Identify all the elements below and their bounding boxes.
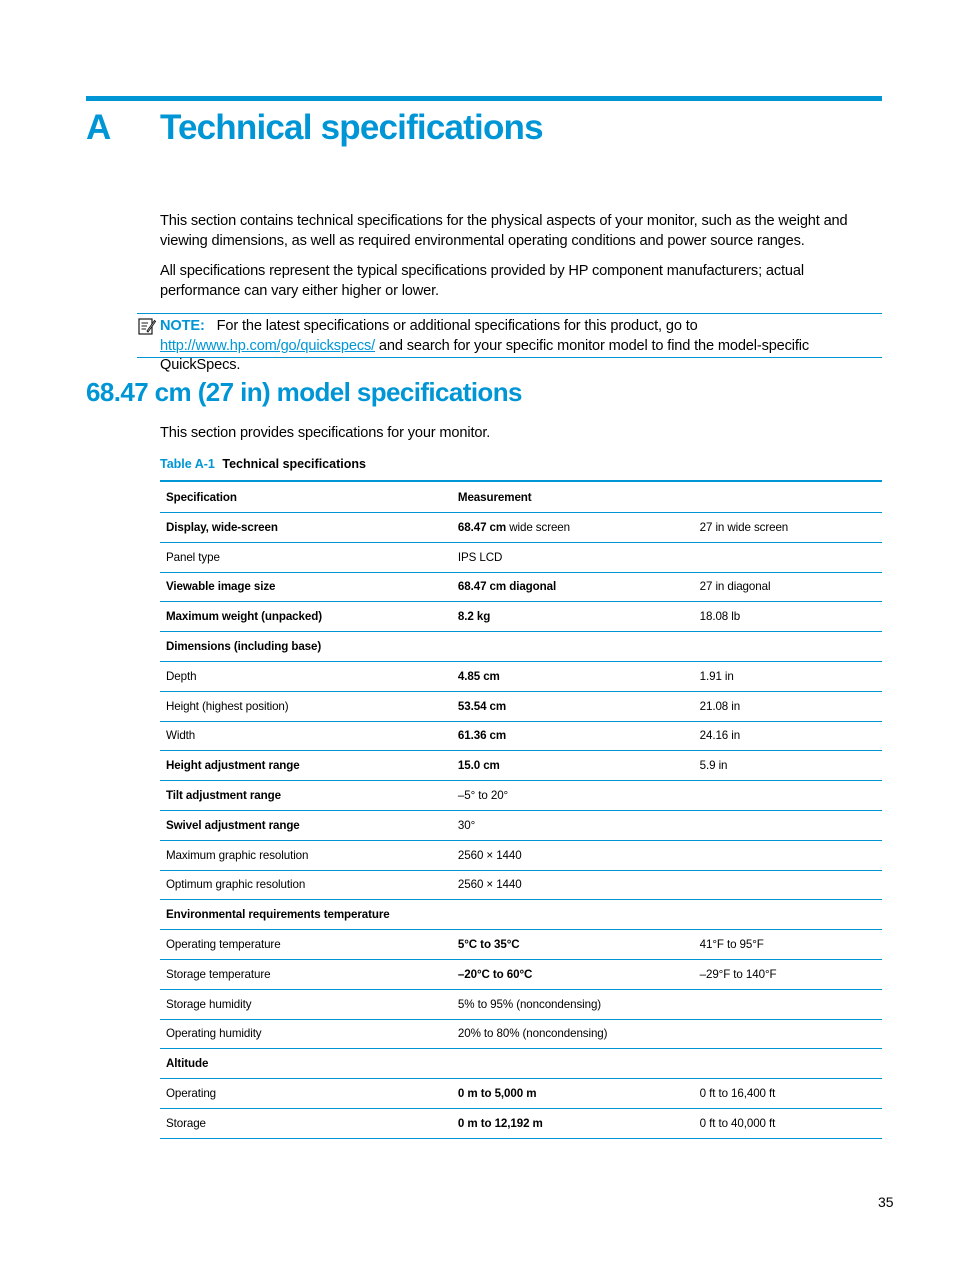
table-caption	[160, 457, 366, 471]
metric-value-bold: 15.0 cm	[457, 759, 500, 773]
spec-name-cell: Panel type	[160, 542, 452, 572]
table-row	[160, 1049, 882, 1079]
imperial-value-cell	[694, 900, 882, 930]
metric-value-cell	[452, 959, 694, 989]
metric-value-cell	[452, 661, 694, 691]
intro-paragraph-2: All specifications represent the typical specifications provided by HP component manufacturers; actual performance can vary either higher or lower.	[160, 263, 804, 299]
imperial-value-cell: 0 ft to 40,000 ft	[694, 1108, 882, 1138]
note-label: NOTE:	[160, 318, 205, 334]
metric-value-cell	[452, 602, 694, 632]
metric-value-cell	[452, 572, 694, 602]
spec-name-cell: Operating	[160, 1079, 452, 1109]
spec-name-cell: Swivel adjustment range	[160, 810, 452, 840]
table-caption-number: Table A-1	[160, 457, 215, 471]
table-row	[160, 1108, 882, 1138]
note-text-after: and search for your specific monitor model to find the model-specific QuickSpecs.	[160, 337, 810, 373]
imperial-value-cell	[694, 840, 882, 870]
note-text	[160, 317, 882, 376]
table-row	[160, 1079, 882, 1109]
imperial-value-cell: 5.9 in	[694, 751, 882, 781]
metric-value-cell	[452, 751, 694, 781]
note-text-before: For the latest specifications or additional specifications for this product, go to	[216, 318, 698, 334]
table-row	[160, 959, 882, 989]
table-caption-title: Technical specifications	[222, 457, 366, 471]
spec-name-cell: Optimum graphic resolution	[160, 870, 452, 900]
metric-value-bold: 8.2 kg	[457, 610, 491, 624]
metric-value-cell	[452, 632, 694, 662]
metric-value-bold: 0 m to 5,000 m	[457, 1087, 537, 1101]
imperial-value-cell: 18.08 lb	[694, 602, 882, 632]
spec-name-cell: Operating humidity	[160, 1019, 452, 1049]
metric-value-cell	[452, 900, 694, 930]
metric-value-cell	[452, 513, 694, 543]
table-row	[160, 602, 882, 632]
table-row	[160, 542, 882, 572]
table-row	[160, 781, 882, 811]
table-row	[160, 900, 882, 930]
spec-name-cell: Width	[160, 721, 452, 751]
spec-name-cell: Dimensions (including base)	[160, 632, 452, 662]
imperial-value-cell: 0 ft to 16,400 ft	[694, 1079, 882, 1109]
metric-value-plain: 2560 × 1440	[457, 848, 522, 862]
metric-value-plain: 30°	[457, 818, 476, 832]
spec-name-cell: Depth	[160, 661, 452, 691]
spec-name-cell: Altitude	[160, 1049, 452, 1079]
metric-value-cell	[452, 781, 694, 811]
metric-value-cell	[452, 1108, 694, 1138]
imperial-value-cell	[694, 1019, 882, 1049]
imperial-value-cell	[694, 989, 882, 1019]
metric-value-plain: IPS LCD	[457, 550, 503, 564]
table-row	[160, 513, 882, 543]
table-body	[160, 513, 882, 1139]
table-row	[160, 572, 882, 602]
spec-name-cell: Maximum weight (unpacked)	[160, 602, 452, 632]
chapter-top-rule	[86, 96, 882, 101]
imperial-value-cell	[694, 1049, 882, 1079]
metric-value-cell	[452, 930, 694, 960]
metric-value-cell	[452, 1049, 694, 1079]
table-row	[160, 840, 882, 870]
metric-value-cell	[452, 840, 694, 870]
table-row	[160, 930, 882, 960]
section-title: 68.47 cm (27 in) model specifications	[86, 377, 522, 407]
metric-value-cell	[452, 810, 694, 840]
metric-value-bold: 5°C to 35°C	[457, 938, 520, 952]
spec-name-cell: Operating temperature	[160, 930, 452, 960]
spec-name-cell: Storage temperature	[160, 959, 452, 989]
metric-value-plain: 5% to 95% (noncondensing)	[457, 997, 602, 1011]
table-row	[160, 632, 882, 662]
imperial-value-cell: 27 in diagonal	[694, 572, 882, 602]
table-row	[160, 661, 882, 691]
chapter-title: Technical specifications	[160, 108, 543, 147]
metric-value-bold: –20°C to 60°C	[457, 967, 533, 981]
imperial-value-cell	[694, 542, 882, 572]
metric-value-bold: 61.36 cm	[457, 729, 507, 743]
table-row	[160, 989, 882, 1019]
spec-name-cell: Storage humidity	[160, 989, 452, 1019]
spec-name-cell: Height (highest position)	[160, 691, 452, 721]
table-row	[160, 751, 882, 781]
spec-name-cell: Display, wide-screen	[160, 513, 452, 543]
metric-value-cell	[452, 870, 694, 900]
imperial-value-cell	[694, 632, 882, 662]
chapter-letter: A	[86, 108, 111, 147]
spec-name-cell: Environmental requirements temperature	[160, 900, 452, 930]
quickspecs-link[interactable]: http://www.hp.com/go/quickspecs/	[160, 337, 376, 354]
section-intro: This section provides specifications for your monitor.	[160, 425, 491, 441]
imperial-value-cell: 24.16 in	[694, 721, 882, 751]
metric-value-plain: wide screen	[506, 520, 570, 534]
metric-value-plain: –5° to 20°	[457, 789, 509, 803]
header-specification: Specification	[160, 481, 452, 513]
imperial-value-cell: 21.08 in	[694, 691, 882, 721]
metric-value-bold: 68.47 cm diagonal	[457, 580, 557, 594]
metric-value-plain: 2560 × 1440	[457, 878, 522, 892]
metric-value-plain: 20% to 80% (noncondensing)	[457, 1027, 608, 1041]
metric-value-cell	[452, 1019, 694, 1049]
imperial-value-cell	[694, 870, 882, 900]
page-number: 35	[878, 1194, 894, 1210]
note-box	[137, 313, 882, 373]
spec-name-cell: Height adjustment range	[160, 751, 452, 781]
table-row	[160, 721, 882, 751]
metric-value-cell	[452, 1079, 694, 1109]
imperial-value-cell	[694, 781, 882, 811]
spec-name-cell: Viewable image size	[160, 572, 452, 602]
spec-table	[160, 480, 882, 1139]
header-measurement: Measurement	[452, 481, 694, 513]
intro-paragraph-1: This section contains technical specifications for the physical aspects of your monitor, such as the weight and viewing dimensions, as well as required environmental operating conditions and power source ranges.	[160, 213, 848, 249]
spec-name-cell: Maximum graphic resolution	[160, 840, 452, 870]
spec-name-cell: Storage	[160, 1108, 452, 1138]
header-blank	[694, 481, 882, 513]
imperial-value-cell	[694, 810, 882, 840]
metric-value-cell	[452, 721, 694, 751]
table-row	[160, 870, 882, 900]
metric-value-bold: 68.47 cm	[457, 520, 507, 534]
metric-value-cell	[452, 989, 694, 1019]
table-row	[160, 810, 882, 840]
metric-value-bold: 53.54 cm	[457, 699, 507, 713]
imperial-value-cell: 1.91 in	[694, 661, 882, 691]
imperial-value-cell: 41°F to 95°F	[694, 930, 882, 960]
imperial-value-cell: –29°F to 140°F	[694, 959, 882, 989]
imperial-value-cell: 27 in wide screen	[694, 513, 882, 543]
metric-value-cell	[452, 542, 694, 572]
note-icon	[138, 317, 156, 335]
table-header-row	[160, 481, 882, 513]
metric-value-bold: 4.85 cm	[457, 669, 500, 683]
metric-value-cell	[452, 691, 694, 721]
table-row	[160, 691, 882, 721]
spec-name-cell: Tilt adjustment range	[160, 781, 452, 811]
table-row	[160, 1019, 882, 1049]
metric-value-bold: 0 m to 12,192 m	[457, 1116, 543, 1130]
